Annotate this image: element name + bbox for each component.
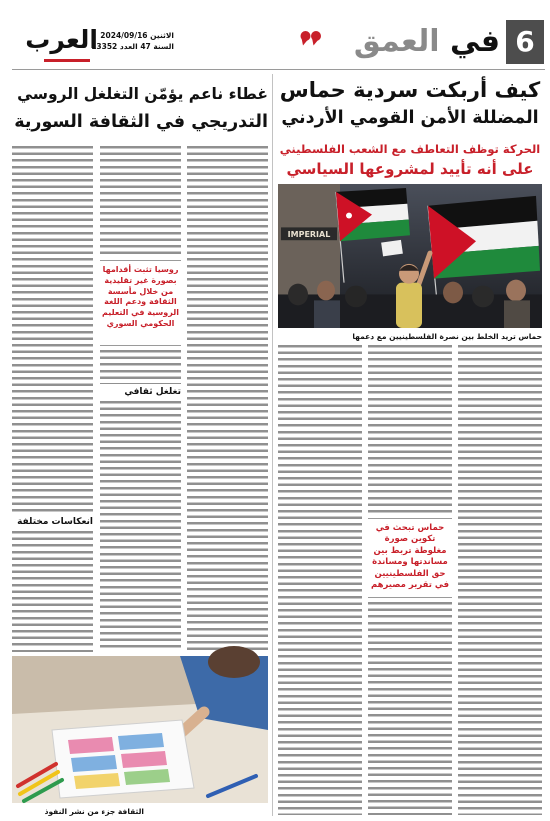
headline-line: المضللة الأمن القومي الأردني [281, 108, 539, 128]
body-text-column [278, 345, 362, 815]
logo-accent-bar [44, 59, 90, 62]
column-divider [272, 74, 273, 816]
pull-quote: حماس تبحث في تكوين صورة مغلوطة تربط بين مساندتها ومساندة حق الفلسطينيين في تقرير مصيرهم [368, 518, 452, 598]
body-text-column [458, 345, 542, 815]
building-sign-text: IMPERIAL [287, 229, 331, 239]
newspaper-logo [25, 22, 98, 58]
body-text-column [368, 602, 452, 815]
logo-text: العرب [25, 25, 98, 54]
photo-caption: حماس تريد الخلط بين نصرة الفلسطينيين مع دعمها [352, 332, 542, 341]
body-text-column [100, 350, 181, 384]
body-text-column [12, 531, 93, 652]
photo-caption: الثقافة جزء من نشر النفوذ [44, 807, 144, 816]
body-text-column [12, 146, 93, 514]
date-line: الاثنين 2024/09/16 [100, 31, 174, 40]
child-drawing-photo [12, 656, 268, 803]
date-block [91, 30, 174, 52]
body-text-column [187, 146, 268, 652]
header-divider [12, 69, 545, 70]
section-subheading: تغلغل ثقافي [124, 387, 181, 397]
section-subheading: انعكاسات مختلفة [17, 517, 93, 527]
page-number-box [506, 20, 544, 64]
section-name: العمق [353, 24, 440, 59]
headline-line: التدريجي في الثقافة السورية [14, 112, 268, 132]
section-title [318, 20, 500, 64]
drawing-paper [52, 720, 194, 798]
body-text-column [100, 146, 181, 258]
headline-line: غطاء ناعم يؤمّن التغلغل الروسي [17, 85, 268, 103]
section-prefix: في [450, 24, 500, 59]
body-text-column [100, 401, 181, 652]
headline-line: كيف أربكت سردية حماس [279, 78, 541, 102]
subtitle-line: على أنه تأييد لمشروعها السياسي [286, 160, 534, 178]
page-number: 6 [515, 25, 535, 58]
protest-photo [278, 184, 542, 328]
subtitle-line: الحركة توظف التعاطف مع الشعب الفلسطيني [279, 142, 541, 156]
body-text-column [368, 345, 452, 516]
issue-line: السنة 47 العدد 13352 [91, 42, 174, 51]
pull-quote: روسيا تثبت أقدامها بصورة غير تقليدية من خلال مأسسة الثقافة ودعم اللغة الروسية في التعليم الحكومي السوري [100, 260, 181, 346]
quote-mark-icon [300, 30, 322, 46]
